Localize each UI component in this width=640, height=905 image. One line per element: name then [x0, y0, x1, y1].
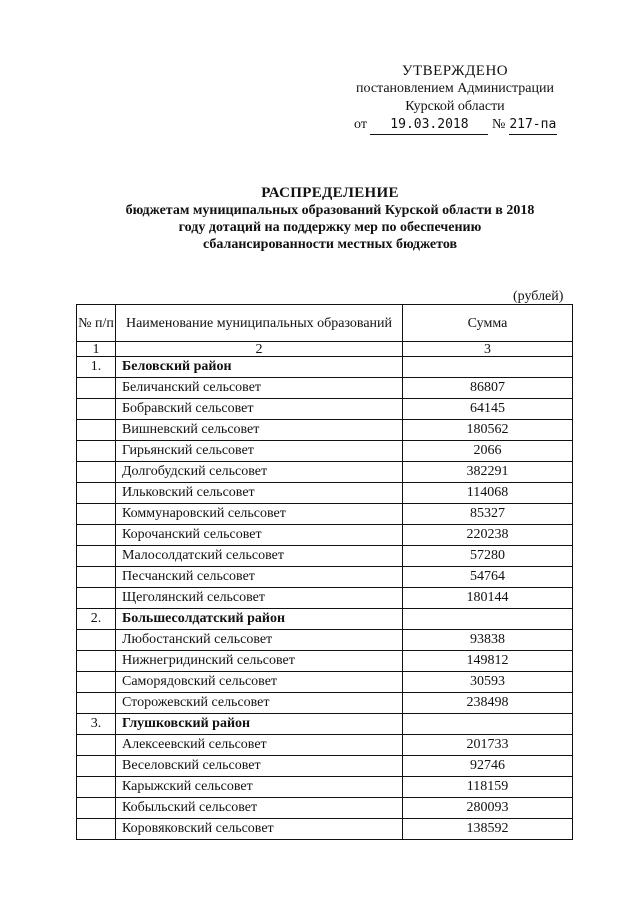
district-number: 3. [77, 714, 116, 735]
header-num: № п/п [77, 305, 116, 342]
table-header-row [77, 305, 573, 342]
row-number [77, 777, 116, 798]
municipality-name: Ильковский сельсовет [116, 483, 403, 504]
distribution-table [76, 304, 573, 840]
subsidy-amount: 85327 [403, 504, 573, 525]
municipality-name: Песчанский сельсовет [116, 567, 403, 588]
heading-line-2: году дотаций на поддержку мер по обеспечению [178, 220, 482, 235]
district-sum [403, 357, 573, 378]
district-name: Большесолдатский район [116, 609, 403, 630]
district-name: Глушковский район [116, 714, 403, 735]
subsidy-amount: 382291 [403, 462, 573, 483]
row-number [77, 756, 116, 777]
municipality-name: Долгобудский сельсовет [116, 462, 403, 483]
subsidy-amount: 201733 [403, 735, 573, 756]
table-row [77, 588, 573, 609]
district-row [77, 714, 573, 735]
approval-stamp [330, 62, 580, 135]
table-row [77, 546, 573, 567]
row-number [77, 462, 116, 483]
subsidy-amount: 149812 [403, 651, 573, 672]
table-row [77, 777, 573, 798]
document-title: РАСПРЕДЕЛЕНИЕ [261, 185, 399, 201]
row-number [77, 651, 116, 672]
district-row [77, 357, 573, 378]
district-sum [403, 714, 573, 735]
row-number [77, 399, 116, 420]
subsidy-amount: 54764 [403, 567, 573, 588]
subsidy-amount: 280093 [403, 798, 573, 819]
table-row [77, 441, 573, 462]
district-sum [403, 609, 573, 630]
row-number [77, 546, 116, 567]
row-number [77, 819, 116, 840]
table-row [77, 693, 573, 714]
municipality-name: Беличанский сельсовет [116, 378, 403, 399]
heading-line-3: сбалансированности местных бюджетов [202, 237, 458, 252]
header-name: Наименование муниципальных образований [116, 305, 403, 342]
header-sum: Сумма [403, 305, 573, 342]
subsidy-amount: 92746 [403, 756, 573, 777]
column-number-row [77, 342, 573, 357]
municipality-name: Нижнегридинский сельсовет [116, 651, 403, 672]
table-body [77, 357, 573, 840]
municipality-name: Кобыльский сельсовет [116, 798, 403, 819]
row-number [77, 630, 116, 651]
municipality-name: Веселовский сельсовет [116, 756, 403, 777]
municipality-name: Коровяковский сельсовет [116, 819, 403, 840]
subsidy-amount: 86807 [403, 378, 573, 399]
column-number: 2 [116, 342, 403, 357]
row-number [77, 672, 116, 693]
municipality-name: Коммунаровский сельсовет [116, 504, 403, 525]
table-row [77, 672, 573, 693]
row-number [77, 483, 116, 504]
date-prefix: от [354, 117, 367, 132]
table-row [77, 420, 573, 441]
municipality-name: Сторожевский сельсовет [116, 693, 403, 714]
table-row [77, 819, 573, 840]
municipality-name: Вишневский сельсовет [116, 420, 403, 441]
approval-date-line [330, 116, 580, 135]
number-prefix: № [491, 117, 506, 132]
column-number: 1 [77, 342, 116, 357]
row-number [77, 525, 116, 546]
municipality-name: Малосолдатский сельсовет [116, 546, 403, 567]
approval-title: УТВЕРЖДЕНО [401, 63, 509, 79]
subsidy-amount: 30593 [403, 672, 573, 693]
table-row [77, 378, 573, 399]
district-row [77, 609, 573, 630]
units-label: (рублей) [513, 289, 564, 304]
table-row [77, 567, 573, 588]
column-number: 3 [403, 342, 573, 357]
row-number [77, 588, 116, 609]
approval-date: 19.03.2018 [370, 116, 488, 135]
municipality-name: Бобравский сельсовет [116, 399, 403, 420]
document-heading [60, 185, 600, 253]
subsidy-amount: 220238 [403, 525, 573, 546]
subsidy-amount: 2066 [403, 441, 573, 462]
row-number [77, 567, 116, 588]
table-row [77, 399, 573, 420]
district-number: 1. [77, 357, 116, 378]
subsidy-amount: 180144 [403, 588, 573, 609]
row-number [77, 378, 116, 399]
table-row [77, 756, 573, 777]
table-row [77, 735, 573, 756]
approval-line-2: Курской области [405, 99, 505, 114]
subsidy-amount: 64145 [403, 399, 573, 420]
municipality-name: Саморядовский сельсовет [116, 672, 403, 693]
approval-line-1: постановлением Администрации [356, 81, 554, 96]
row-number [77, 798, 116, 819]
municipality-name: Щеголянский сельсовет [116, 588, 403, 609]
subsidy-amount: 238498 [403, 693, 573, 714]
municipality-name: Гирьянский сельсовет [116, 441, 403, 462]
approval-number: 217-па [509, 116, 557, 135]
subsidy-amount: 138592 [403, 819, 573, 840]
table-row [77, 504, 573, 525]
table-row [77, 630, 573, 651]
table-row [77, 462, 573, 483]
heading-line-1: бюджетам муниципальных образований Курской области в 2018 [125, 203, 535, 218]
municipality-name: Алексеевский сельсовет [116, 735, 403, 756]
subsidy-amount: 57280 [403, 546, 573, 567]
row-number [77, 420, 116, 441]
row-number [77, 504, 116, 525]
district-name: Беловский район [116, 357, 403, 378]
table-row [77, 483, 573, 504]
municipality-name: Карыжский сельсовет [116, 777, 403, 798]
subsidy-amount: 114068 [403, 483, 573, 504]
table-row [77, 651, 573, 672]
row-number [77, 441, 116, 462]
table-row [77, 525, 573, 546]
row-number [77, 693, 116, 714]
subsidy-amount: 118159 [403, 777, 573, 798]
table-row [77, 798, 573, 819]
district-number: 2. [77, 609, 116, 630]
subsidy-amount: 93838 [403, 630, 573, 651]
row-number [77, 735, 116, 756]
municipality-name: Корочанский сельсовет [116, 525, 403, 546]
subsidy-amount: 180562 [403, 420, 573, 441]
municipality-name: Любостанский сельсовет [116, 630, 403, 651]
